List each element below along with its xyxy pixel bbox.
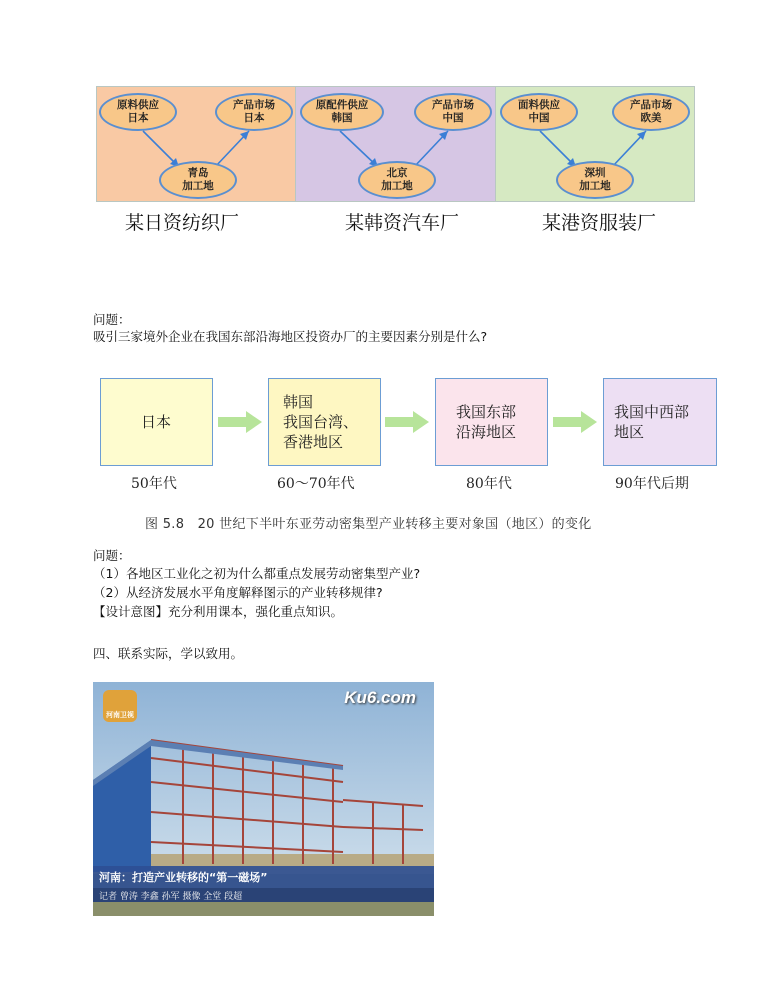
processing-oval: 北京 加工地 [358, 161, 436, 199]
stage-box-east-coast: 我国东部 沿海地区 [435, 378, 548, 466]
factory-panel-japan [96, 86, 296, 202]
flow-arrow [218, 411, 262, 433]
flow-arrow [553, 411, 597, 433]
question-2: （2）从经济发展水平角度解释图示的产业转移规律? [93, 585, 383, 600]
factory-panel-korea [295, 86, 496, 202]
market-oval: 产品市场 中国 [414, 93, 492, 131]
video-still[interactable] [93, 682, 434, 916]
factory-diagrams [0, 0, 770, 240]
flow-arrow [385, 411, 429, 433]
processing-oval: 青岛 加工地 [159, 161, 237, 199]
news-credits: 记者 曾涛 李鑫 孙军 摄像 全堂 段超 [99, 892, 243, 902]
factory-panel-hongkong [495, 86, 695, 202]
processing-oval: 深圳 加工地 [556, 161, 634, 199]
figure-caption: 图 5.8 20 世纪下半叶东亚劳动密集型产业转移主要对象国（地区）的变化 [145, 517, 592, 532]
news-subtitle: 河南：打造产业转移的“第一磁场” [99, 871, 268, 884]
stage-box-korea-taiwan-hk: 韩国 我国台湾、 香港地区 [268, 378, 381, 466]
period-label: 50年代 [131, 476, 177, 492]
question-1: （1）各地区工业化之初为什么都重点发展劳动密集型产业? [93, 566, 421, 581]
channel-logo: 河南卫视 [103, 690, 137, 722]
design-intent: 【设计意图】充分利用课本，强化重点知识。 [93, 604, 344, 619]
factory-label-hongkong: 某港资服装厂 [542, 212, 657, 234]
period-label: 80年代 [466, 476, 512, 492]
stage-box-japan: 日本 [100, 378, 213, 466]
question-label: 问题： [93, 548, 131, 563]
market-oval: 产品市场 欧美 [612, 93, 690, 131]
period-label: 60～70年代 [277, 476, 355, 492]
question-label: 问题： [93, 312, 131, 327]
supply-oval: 面料供应 中国 [500, 93, 578, 131]
market-oval: 产品市场 日本 [215, 93, 293, 131]
section-heading: 四、联系实际，学以致用。 [93, 646, 244, 661]
ku6-logo: Ku6.com [344, 688, 416, 707]
supply-oval: 原料供应 日本 [99, 93, 177, 131]
factory-label-japan: 某日资纺织厂 [125, 212, 240, 234]
supply-oval: 原配件供应 韩国 [300, 93, 384, 131]
question-text: 吸引三家境外企业在我国东部沿海地区投资办厂的主要因素分别是什么? [93, 329, 488, 344]
period-label: 90年代后期 [615, 476, 689, 492]
stage-box-central-west: 我国中西部 地区 [603, 378, 717, 466]
factory-label-korea: 某韩资汽车厂 [345, 212, 460, 234]
